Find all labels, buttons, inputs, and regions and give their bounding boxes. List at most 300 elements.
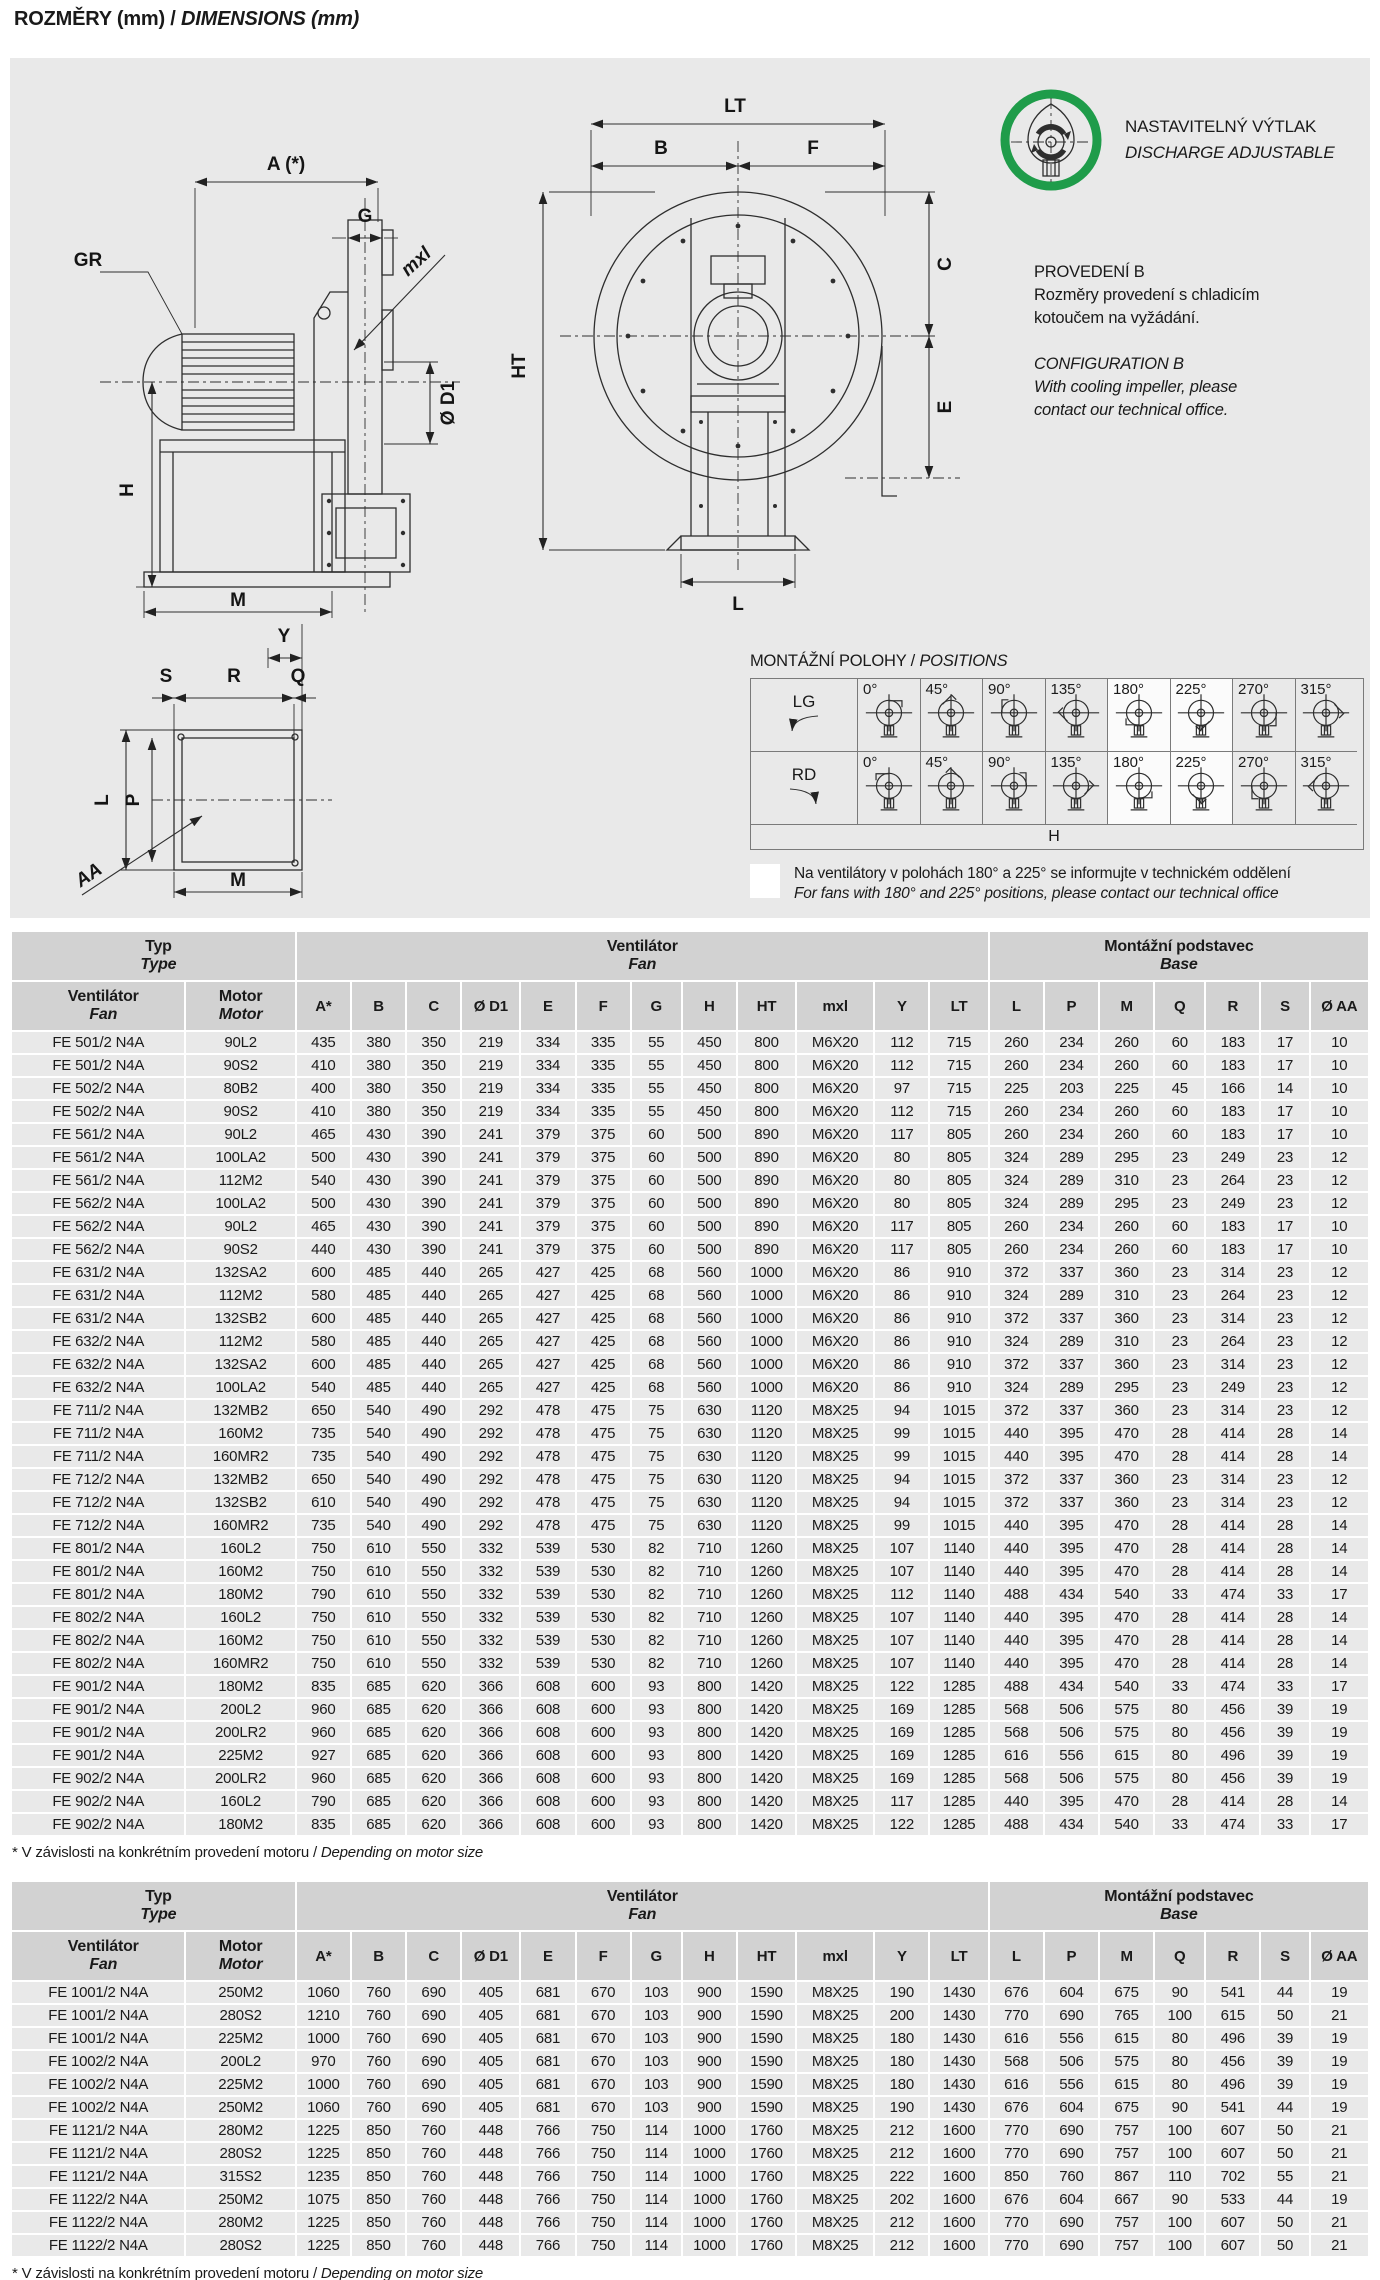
value-cell: 550: [407, 1630, 460, 1651]
value-cell: 1600: [930, 2235, 987, 2256]
value-cell: 1225: [297, 2235, 350, 2256]
value-cell: 19: [1311, 1982, 1368, 2003]
value-cell: 100: [1155, 2235, 1204, 2256]
motor-cell: 132SA2: [186, 1262, 294, 1283]
table-row: [12, 1791, 1368, 1812]
value-cell: M6X20: [797, 1216, 873, 1237]
value-cell: 448: [462, 2143, 519, 2164]
value-cell: 434: [1045, 1584, 1098, 1605]
fan-type-cell: FE 901/2 N4A: [12, 1699, 184, 1720]
value-cell: 1590: [738, 2005, 795, 2026]
value-cell: 28: [1155, 1791, 1204, 1812]
value-cell: 470: [1100, 1446, 1153, 1467]
value-cell: 568: [990, 1722, 1043, 1743]
value-cell: 12: [1311, 1262, 1368, 1283]
value-cell: 533: [1206, 2189, 1259, 2210]
subheader-fan: Ventilátor Fan: [12, 1932, 184, 1980]
positions-note-text: [794, 864, 1291, 904]
value-cell: 485: [352, 1377, 405, 1398]
position-cell: [982, 679, 1045, 751]
value-cell: 366: [462, 1745, 519, 1766]
value-cell: 685: [352, 1768, 405, 1789]
value-cell: 540: [1100, 1814, 1153, 1835]
value-cell: 1120: [738, 1400, 795, 1421]
table-row: [12, 1032, 1368, 1053]
value-cell: 530: [577, 1630, 630, 1651]
value-cell: 650: [297, 1400, 350, 1421]
value-cell: M8X25: [797, 1699, 873, 1720]
value-cell: 414: [1206, 1791, 1259, 1812]
value-cell: 710: [683, 1607, 736, 1628]
position-angle-label: 135°: [1050, 754, 1082, 771]
value-cell: 12: [1311, 1285, 1368, 1306]
value-cell: 835: [297, 1814, 350, 1835]
fan-type-cell: FE 1121/2 N4A: [12, 2120, 184, 2141]
value-cell: M8X25: [797, 1982, 873, 2003]
value-cell: 850: [990, 2166, 1043, 2187]
value-cell: 10: [1311, 1032, 1368, 1053]
value-cell: M6X20: [797, 1101, 873, 1122]
table-row: [12, 1446, 1368, 1467]
fan-type-cell: FE 711/2 N4A: [12, 1446, 184, 1467]
value-cell: 112: [875, 1584, 928, 1605]
value-cell: 670: [577, 2028, 630, 2049]
fan-type-cell: FE 562/2 N4A: [12, 1239, 184, 1260]
dim-label-lt: LT: [724, 96, 746, 117]
value-cell: 241: [462, 1216, 519, 1237]
value-cell: 289: [1045, 1331, 1098, 1352]
value-cell: 249: [1206, 1193, 1259, 1214]
value-cell: 675: [1100, 1982, 1153, 2003]
value-cell: 1140: [930, 1653, 987, 1674]
value-cell: 681: [521, 2005, 574, 2026]
value-cell: 456: [1206, 1768, 1259, 1789]
table-row: [12, 1377, 1368, 1398]
value-cell: 289: [1045, 1193, 1098, 1214]
value-cell: 324: [990, 1147, 1043, 1168]
value-cell: 750: [577, 2212, 630, 2233]
motor-cell: 80B2: [186, 1078, 294, 1099]
value-cell: 86: [875, 1262, 928, 1283]
value-cell: 395: [1045, 1653, 1098, 1674]
value-cell: 107: [875, 1607, 928, 1628]
value-cell: M8X25: [797, 1814, 873, 1835]
table-row: [12, 2120, 1368, 2141]
value-cell: 60: [1155, 1124, 1204, 1145]
value-cell: 117: [875, 1791, 928, 1812]
value-cell: 99: [875, 1446, 928, 1467]
value-cell: M8X25: [797, 2074, 873, 2095]
value-cell: 425: [577, 1308, 630, 1329]
value-cell: 610: [352, 1561, 405, 1582]
value-cell: 478: [521, 1469, 574, 1490]
value-cell: 600: [577, 1791, 630, 1812]
value-cell: 540: [1100, 1584, 1153, 1605]
value-cell: 260: [990, 1124, 1043, 1145]
fan-position-icon: [1176, 690, 1226, 747]
value-cell: 750: [577, 2235, 630, 2256]
value-cell: 23: [1261, 1469, 1308, 1490]
position-angle-label: 135°: [1050, 681, 1082, 698]
value-cell: 23: [1155, 1147, 1204, 1168]
fan-type-cell: FE 712/2 N4A: [12, 1515, 184, 1536]
value-cell: 475: [577, 1400, 630, 1421]
column-header: A*: [297, 1932, 350, 1980]
value-cell: 33: [1155, 1814, 1204, 1835]
value-cell: 93: [632, 1791, 681, 1812]
config-cs: [1034, 261, 1259, 330]
value-cell: 395: [1045, 1561, 1098, 1582]
value-cell: 607: [1206, 2120, 1259, 2141]
value-cell: 620: [407, 1814, 460, 1835]
value-cell: 75: [632, 1515, 681, 1536]
value-cell: 332: [462, 1653, 519, 1674]
value-cell: 456: [1206, 1722, 1259, 1743]
value-cell: 800: [738, 1078, 795, 1099]
value-cell: 540: [1100, 1676, 1153, 1697]
value-cell: 1140: [930, 1584, 987, 1605]
value-cell: 350: [407, 1078, 460, 1099]
value-cell: 1430: [930, 2074, 987, 2095]
value-cell: 604: [1045, 2097, 1098, 2118]
value-cell: 212: [875, 2212, 928, 2233]
fan-type-cell: FE 902/2 N4A: [12, 1814, 184, 1835]
column-header: mxl: [797, 982, 873, 1030]
value-cell: 440: [990, 1515, 1043, 1536]
value-cell: 500: [683, 1193, 736, 1214]
value-cell: 260: [990, 1055, 1043, 1076]
value-cell: 122: [875, 1676, 928, 1697]
value-cell: 334: [521, 1032, 574, 1053]
value-cell: 890: [738, 1193, 795, 1214]
value-cell: 100: [1155, 2120, 1204, 2141]
value-cell: 1760: [738, 2189, 795, 2210]
value-cell: 910: [930, 1354, 987, 1375]
table-2-footnote: [10, 2265, 1370, 2280]
value-cell: 575: [1100, 1768, 1153, 1789]
value-cell: 23: [1155, 1331, 1204, 1352]
value-cell: 850: [352, 2189, 405, 2210]
fan-position-icon: [989, 690, 1039, 747]
value-cell: 440: [407, 1262, 460, 1283]
value-cell: 540: [352, 1492, 405, 1513]
value-cell: 1420: [738, 1745, 795, 1766]
fan-type-cell: FE 1001/2 N4A: [12, 2005, 184, 2026]
position-angle-label: 0°: [863, 681, 878, 698]
value-cell: 17: [1311, 1584, 1368, 1605]
value-cell: 60: [632, 1170, 681, 1191]
value-cell: 1420: [738, 1676, 795, 1697]
value-cell: 249: [1206, 1377, 1259, 1398]
value-cell: 715: [930, 1055, 987, 1076]
value-cell: 28: [1155, 1446, 1204, 1467]
value-cell: 1000: [738, 1377, 795, 1398]
position-angle-label: 270°: [1238, 754, 1270, 771]
value-cell: 1000: [683, 2189, 736, 2210]
value-cell: 12: [1311, 1400, 1368, 1421]
config-en: [1034, 353, 1259, 422]
value-cell: 324: [990, 1170, 1043, 1191]
dim-label-m: M: [230, 590, 246, 611]
value-cell: 465: [297, 1216, 350, 1237]
value-cell: 910: [930, 1308, 987, 1329]
value-cell: 337: [1045, 1469, 1098, 1490]
table-row: [12, 1078, 1368, 1099]
value-cell: 200: [875, 2005, 928, 2026]
value-cell: 690: [407, 2028, 460, 2049]
value-cell: 539: [521, 1630, 574, 1651]
value-cell: 332: [462, 1538, 519, 1559]
value-cell: M8X25: [797, 1538, 873, 1559]
value-cell: 440: [990, 1607, 1043, 1628]
value-cell: 23: [1261, 1331, 1308, 1352]
mounting-positions: [750, 652, 1364, 850]
value-cell: 395: [1045, 1607, 1098, 1628]
column-header: H: [683, 1932, 736, 1980]
value-cell: 33: [1261, 1814, 1308, 1835]
value-cell: M8X25: [797, 1446, 873, 1467]
value-cell: 28: [1261, 1607, 1308, 1628]
value-cell: 1060: [297, 1982, 350, 2003]
value-cell: 757: [1100, 2212, 1153, 2233]
value-cell: 615: [1100, 1745, 1153, 1766]
value-cell: 1000: [683, 2212, 736, 2233]
value-cell: 314: [1206, 1262, 1259, 1283]
value-cell: 608: [521, 1745, 574, 1766]
value-cell: 337: [1045, 1262, 1098, 1283]
value-cell: 470: [1100, 1423, 1153, 1444]
value-cell: 715: [930, 1101, 987, 1122]
value-cell: 23: [1261, 1262, 1308, 1283]
motor-cell: 280M2: [186, 2120, 294, 2141]
motor-cell: 132MB2: [186, 1469, 294, 1490]
column-header: S: [1261, 1932, 1308, 1980]
value-cell: 183: [1206, 1239, 1259, 1260]
dim-label-q: Q: [290, 666, 306, 687]
fan-type-cell: FE 632/2 N4A: [12, 1331, 184, 1352]
value-cell: 414: [1206, 1446, 1259, 1467]
value-cell: 488: [990, 1814, 1043, 1835]
fan-position-icon: [1176, 763, 1226, 820]
value-cell: M8X25: [797, 1791, 873, 1812]
table-row: [12, 1630, 1368, 1651]
value-cell: 395: [1045, 1515, 1098, 1536]
table-row: [12, 2166, 1368, 2187]
value-cell: 607: [1206, 2212, 1259, 2233]
value-cell: 1120: [738, 1469, 795, 1490]
value-cell: 335: [577, 1101, 630, 1122]
value-cell: 314: [1206, 1469, 1259, 1490]
value-cell: 1260: [738, 1607, 795, 1628]
motor-cell: 132SB2: [186, 1308, 294, 1329]
value-cell: 190: [875, 2097, 928, 2118]
motor-cell: 225M2: [186, 1745, 294, 1766]
value-cell: 607: [1206, 2235, 1259, 2256]
fan-type-cell: FE 902/2 N4A: [12, 1791, 184, 1812]
group-header-type: Typ Type: [12, 1882, 295, 1930]
value-cell: 86: [875, 1354, 928, 1375]
value-cell: 1590: [738, 2074, 795, 2095]
fan-type-cell: FE 631/2 N4A: [12, 1285, 184, 1306]
value-cell: 360: [1100, 1492, 1153, 1513]
position-angle-label: 315°: [1300, 754, 1332, 771]
value-cell: 556: [1045, 2074, 1098, 2095]
value-cell: 1000: [738, 1308, 795, 1329]
value-cell: 490: [407, 1515, 460, 1536]
table-row: [12, 1423, 1368, 1444]
value-cell: 265: [462, 1377, 519, 1398]
motor-cell: 90S2: [186, 1239, 294, 1260]
value-cell: 80: [1155, 1699, 1204, 1720]
dim-label-g: G: [357, 206, 373, 227]
value-cell: 805: [930, 1239, 987, 1260]
value-cell: 28: [1155, 1607, 1204, 1628]
value-cell: 324: [990, 1193, 1043, 1214]
value-cell: 289: [1045, 1147, 1098, 1168]
value-cell: 608: [521, 1791, 574, 1812]
column-header: E: [521, 982, 574, 1030]
value-cell: 630: [683, 1469, 736, 1490]
value-cell: 12: [1311, 1469, 1368, 1490]
rotation-direction-label: RD: [791, 764, 817, 784]
position-cell: [1170, 679, 1233, 751]
value-cell: 735: [297, 1446, 350, 1467]
value-cell: 440: [990, 1653, 1043, 1674]
value-cell: 600: [297, 1262, 350, 1283]
value-cell: 766: [521, 2235, 574, 2256]
value-cell: 800: [683, 1722, 736, 1743]
group-header-base: Montážní podstavec Base: [990, 1882, 1368, 1930]
value-cell: 405: [462, 2051, 519, 2072]
value-cell: 241: [462, 1170, 519, 1191]
value-cell: M8X25: [797, 1561, 873, 1582]
value-cell: 620: [407, 1768, 460, 1789]
value-cell: 765: [1100, 2005, 1153, 2026]
value-cell: 1420: [738, 1699, 795, 1720]
positions-title-cs: MONTÁŽNÍ POLOHY /: [750, 652, 920, 670]
motor-cell: 225M2: [186, 2028, 294, 2049]
position-cell: [1232, 751, 1295, 824]
value-cell: 735: [297, 1515, 350, 1536]
value-cell: 212: [875, 2143, 928, 2164]
value-cell: 395: [1045, 1446, 1098, 1467]
value-cell: 350: [407, 1101, 460, 1122]
value-cell: 166: [1206, 1078, 1259, 1099]
fan-type-cell: FE 801/2 N4A: [12, 1538, 184, 1559]
value-cell: 550: [407, 1607, 460, 1628]
value-cell: 94: [875, 1492, 928, 1513]
value-cell: 1760: [738, 2212, 795, 2233]
value-cell: 710: [683, 1630, 736, 1651]
value-cell: M8X25: [797, 2097, 873, 2118]
fan-position-icon: [864, 763, 914, 820]
value-cell: 390: [407, 1147, 460, 1168]
footnote-en: Depending on motor size: [320, 2265, 484, 2280]
value-cell: 14: [1311, 1653, 1368, 1674]
value-cell: 75: [632, 1400, 681, 1421]
position-angle-label: 90°: [988, 681, 1011, 698]
value-cell: 676: [990, 1982, 1043, 2003]
value-cell: 620: [407, 1699, 460, 1720]
value-cell: 366: [462, 1768, 519, 1789]
value-cell: 1015: [930, 1423, 987, 1444]
table-row: [12, 2051, 1368, 2072]
value-cell: 86: [875, 1285, 928, 1306]
position-cell: [1170, 751, 1233, 824]
value-cell: 760: [352, 2005, 405, 2026]
value-cell: 670: [577, 1982, 630, 2003]
value-cell: M6X20: [797, 1055, 873, 1076]
value-cell: 1590: [738, 2051, 795, 2072]
column-header: P: [1045, 1932, 1098, 1980]
value-cell: 375: [577, 1170, 630, 1191]
value-cell: 430: [352, 1170, 405, 1191]
value-cell: 539: [521, 1561, 574, 1582]
value-cell: 260: [1100, 1239, 1153, 1260]
value-cell: 760: [407, 2143, 460, 2164]
fan-type-cell: FE 1122/2 N4A: [12, 2212, 184, 2233]
group-header-type: Typ Type: [12, 932, 295, 980]
value-cell: 10: [1311, 1239, 1368, 1260]
value-cell: 55: [632, 1101, 681, 1122]
value-cell: 80: [1155, 2051, 1204, 2072]
value-cell: 23: [1261, 1170, 1308, 1191]
value-cell: 1225: [297, 2120, 350, 2141]
value-cell: 14: [1311, 1538, 1368, 1559]
value-cell: 380: [352, 1055, 405, 1076]
value-cell: 465: [297, 1124, 350, 1145]
value-cell: 960: [297, 1722, 350, 1743]
value-cell: M8X25: [797, 1469, 873, 1490]
value-cell: 890: [738, 1147, 795, 1168]
value-cell: 372: [990, 1308, 1043, 1329]
value-cell: 260: [990, 1032, 1043, 1053]
value-cell: 372: [990, 1354, 1043, 1375]
value-cell: 55: [632, 1055, 681, 1076]
value-cell: 478: [521, 1492, 574, 1513]
front-view-drawing: [505, 66, 1005, 666]
value-cell: 100: [1155, 2005, 1204, 2026]
fan-type-cell: FE 632/2 N4A: [12, 1377, 184, 1398]
value-cell: 600: [577, 1814, 630, 1835]
value-cell: 506: [1045, 1699, 1098, 1720]
value-cell: 1140: [930, 1561, 987, 1582]
value-cell: 82: [632, 1653, 681, 1674]
positions-note-en: For fans with 180° and 225° positions, please contact our technical office: [794, 885, 1279, 902]
value-cell: 14: [1261, 1078, 1308, 1099]
table-row: [12, 1262, 1368, 1283]
value-cell: 1000: [738, 1285, 795, 1306]
value-cell: 470: [1100, 1561, 1153, 1582]
fan-type-cell: FE 1002/2 N4A: [12, 2074, 184, 2095]
fan-position-icon: [989, 763, 1039, 820]
value-cell: 75: [632, 1446, 681, 1467]
value-cell: 19: [1311, 2074, 1368, 2095]
value-cell: 490: [407, 1492, 460, 1513]
value-cell: 1600: [930, 2189, 987, 2210]
value-cell: 380: [352, 1032, 405, 1053]
value-cell: 710: [683, 1538, 736, 1559]
value-cell: 608: [521, 1722, 574, 1743]
value-cell: 60: [1155, 1216, 1204, 1237]
value-cell: 241: [462, 1193, 519, 1214]
value-cell: 23: [1155, 1262, 1204, 1283]
value-cell: 488: [990, 1676, 1043, 1697]
value-cell: 1260: [738, 1584, 795, 1605]
value-cell: 292: [462, 1446, 519, 1467]
motor-cell: 160M2: [186, 1423, 294, 1444]
value-cell: 219: [462, 1078, 519, 1099]
